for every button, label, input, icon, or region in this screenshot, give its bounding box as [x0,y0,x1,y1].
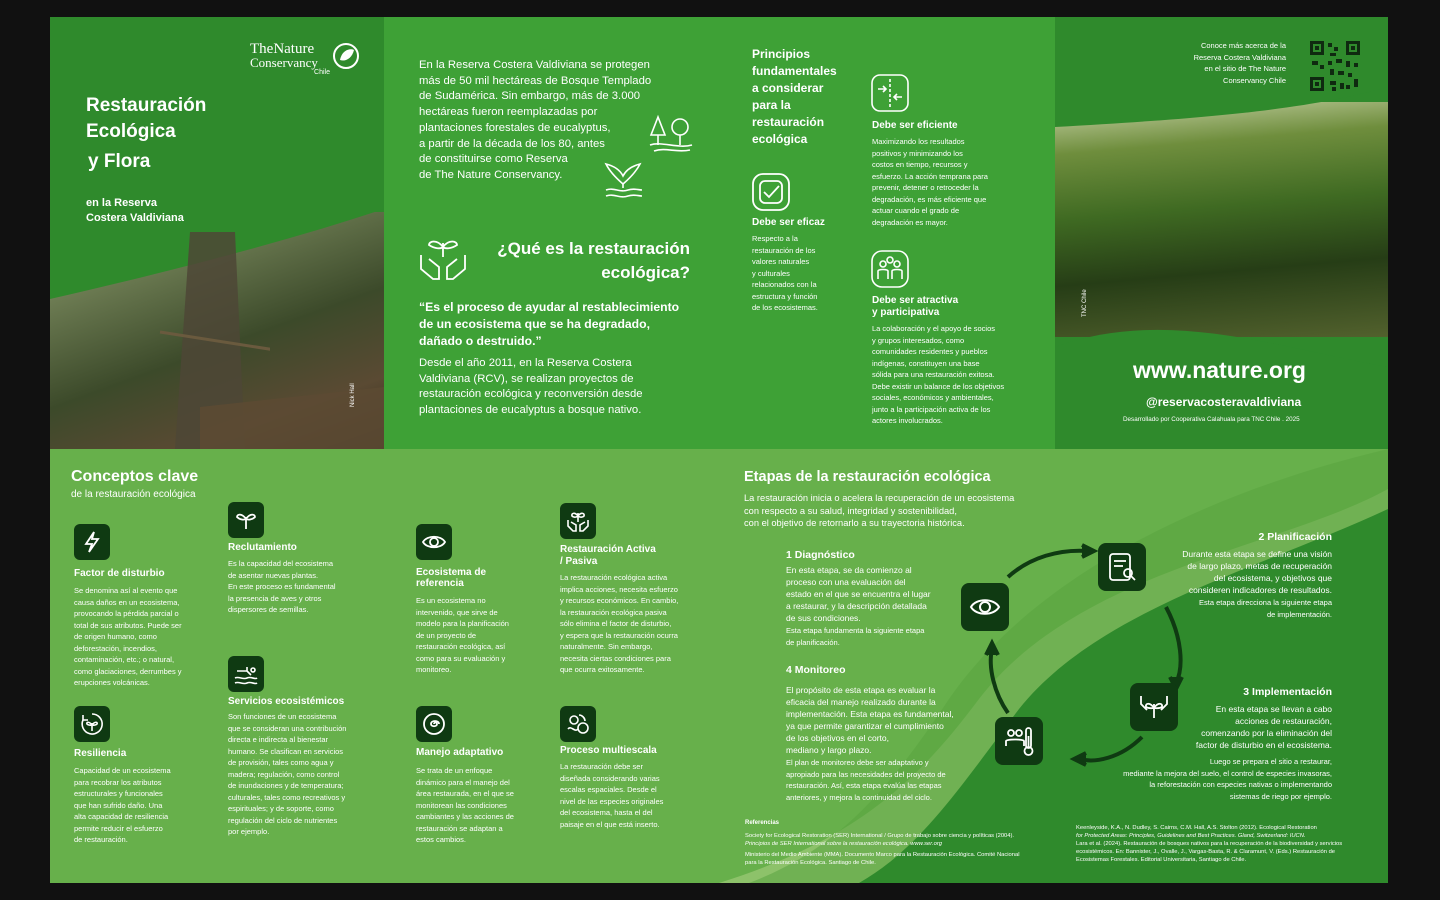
eficaz-title: Debe ser eficaz [752,217,825,228]
atractiva-line: sociales, económicos y ambientales, [872,393,994,402]
concept-line: intervenido, que sirve de [416,607,498,617]
concept-line: culturales, tales como recreativos y [228,792,346,802]
concept-line: La restauración debe ser [560,762,643,771]
stage-line: implementación. Esta etapa es fundamental, [786,709,954,719]
concept-line: Es la capacidad del ecosistema [228,559,334,568]
referencias-title: Referencias [745,820,780,826]
whale-tail-icon [602,160,644,202]
eye-icon [968,590,1002,624]
quote-line: de un ecosistema que se ha degradado, [419,317,650,331]
intro-line: hectáreas fueron reemplazadas por [419,106,598,119]
etapas-title: Etapas de la restauración ecológica [744,469,991,485]
website-link[interactable]: www.nature.org [1133,357,1306,383]
atractiva-body [872,323,1004,427]
concept-line: estos cambios. [416,835,467,844]
cover-photo-credit: Nick Hall [350,383,356,407]
concept-icon-box [74,524,110,560]
concept-line: causa daños en un ecosistema, [74,597,180,607]
concept-body [416,595,509,676]
ref-line: Society for Ecological Restoration (SER) International / Grupo de trabajo sobre ciencia y políticas (2004). [745,833,1015,839]
qr-code-icon[interactable] [1308,39,1362,93]
que-es-title-1: ¿Qué es la restauración [497,239,690,258]
credits-text: Desarrollado por Cooperativa Calahuala para TNC Chile . 2025 [1123,416,1300,423]
intro-line: más de 50 mil hectáreas de Bosque Templado [419,74,652,87]
eficaz-line: Respecto a la [752,234,798,243]
logo-text-3: Chile [314,69,330,76]
stage-line: Luego se prepara el sitio a restaurar, [1209,757,1332,766]
hands-plant-icon [565,508,591,534]
stage-line: En esta etapa, se da comienzo al [786,565,912,575]
stage-line: comenzando por la eliminación del [1201,728,1332,738]
qr-line: en el sitio de The Nature [1204,64,1286,73]
concept-line: nivel de las especies originales [560,796,664,806]
ref-line: Ministerio del Medio Ambiente (MMA). Documento Marco para la Restauración Ecológica. Comité Nacional [745,852,1020,858]
stage-line: El propósito de esta etapa es evaluar la [786,685,936,695]
concept-line: que han sufrido daño. Una [74,800,163,810]
planificacion-body [1150,548,1332,596]
concept-line: restauración se adaptan a [416,823,503,833]
ref-line: Lara et al. (2024). Restauración de bosques nativos para la recuperación de la biodiversidad y servicios [1076,841,1343,847]
concept-line: modelo para la planificación [416,619,509,628]
stage-line: anteriores, y mejora la continuidad del ciclo. [786,792,932,802]
planificacion-title: 2 Planificación [1258,531,1332,543]
atractiva-line: comunidades residentes y pueblos [872,347,988,356]
principios-title [752,46,837,148]
concept-line: estructurales y funcionales [74,789,163,798]
concept-title: Manejo adaptativo [416,747,504,758]
body-line: Valdiviana (RCV), se realizan proyectos de [419,372,634,385]
stage-line: Durante esta etapa se define una visión [1182,549,1332,559]
planificacion-note [1150,597,1332,620]
principios-line: restauración [752,115,825,129]
eficiente-line: esfuerzo. La acción temprana para [872,171,988,181]
intro-line: plantaciones forestales de eucalyptus, [419,121,611,134]
concept-icon-box [74,706,110,742]
water-icon [233,661,259,687]
concept-line: de origen humano, como [74,632,157,641]
concept-line: monitorean las condiciones [416,800,507,810]
ref-line: Principios de SER International sobre la restauración ecológica. www.ser.org [745,841,942,847]
eficaz-body [752,233,818,314]
concept-icon-box [228,502,264,538]
stage-line: El plan de monitoreo debe ser adaptativo y [786,758,929,767]
cover-title-1: Restauración [86,95,207,116]
checkbox-icon [751,172,791,212]
concept-line: erupciones volcánicas. [74,678,150,687]
concept-line: de asentar nuevas plantas. [228,570,319,580]
concept-icon-box [560,706,596,742]
referencias-left [745,832,1065,867]
stage-line: de los objetivos en el corto, [786,733,890,743]
leaf-logo-icon [332,42,360,70]
concept-line: implica acciones, necesita esfuerzo [560,584,678,594]
stage-line: Esta etapa fundamenta la siguiente etapa [786,626,925,635]
stage-line: En esta etapa se llevan a cabo [1215,704,1332,714]
concept-line: la presencia de aves y otros [228,593,322,603]
stage-line: Esta etapa direcciona la siguiente etapa [1198,598,1332,607]
concept-body [416,765,514,846]
concept-line: de provisión, tales como agua y [228,758,334,767]
concept-line: área restaurada, en el que se [416,789,514,798]
ref-line: Keenleyside, K.A., N. Dudley, S. Cairns, C.M. Hall, A.S. Stolton (2012). Ecological Restoration [1076,825,1317,831]
eficiente-line: degradación, es más eficiente que [872,194,987,204]
concept-body [228,711,346,838]
concept-line: para recobrar los atributos [74,777,162,787]
concept-line: y recursos económicos. En cambio, [560,596,679,605]
resilience-icon [79,711,105,737]
concept-title: Proceso multiescala [560,745,657,756]
ref-line: Ecosistemas Forestales. Editorial Universitaria, Santiago de Chile. [1076,857,1247,863]
multiscale-icon [565,711,591,737]
concept-line: por ejemplo. [228,827,270,836]
eye-icon [421,529,447,555]
concept-line: provocando la pérdida parcial o [74,609,179,618]
concept-line: regulación del ciclo de nutrientes [228,815,338,825]
intro-line: de Sudamérica. Sin embargo, más de 3.000 [419,90,641,103]
concept-line: y espera que la restauración ocurra [560,630,678,640]
eficiente-line: Maximizando los resultados [872,137,965,146]
concept-line: Capacidad de un ecosistema [74,766,171,775]
document-search-icon [1105,550,1139,584]
implementacion-body [1150,703,1332,751]
cover-sub-2: Costera Valdiviana [86,212,184,224]
body-line: restauración ecológica y reconversión desde [419,388,643,401]
concept-line: cambiantes y las acciones de [416,812,514,821]
efficiency-arrows-icon [870,73,910,113]
diagnostico-note [786,625,924,648]
concept-line: como para su evaluación y [416,653,506,663]
concept-line: La restauración ecológica activa [560,573,668,582]
diagnostic-stage-box [961,583,1009,631]
concept-line: contaminación, etc.; o natural, [74,655,175,664]
stage-line: factor de disturbio en el ecosistema. [1195,740,1332,750]
etapas-intro-line: con respecto a su salud, integridad y sostenibilidad, [744,505,957,516]
stage-line: del ecosistema, y objetivos que [1213,573,1332,583]
ref-line: ecosistémicos. En: Bannister, J., Ovalle, J., Vargas-Basta, R. & Claramunt, V. (Eds.) Restauración de [1076,849,1336,855]
concept-line: necesita ciertas condiciones para [560,653,671,663]
concept-line: restauración ecológica, así [416,642,506,651]
concept-line: madera; regulación, como control [228,769,340,779]
qr-line: Conservancy Chile [1223,75,1286,85]
concept-line: total de sus atributos. Puede ser [74,620,182,630]
concept-line: espirituales; y de soporte, como [228,804,334,813]
diagnostico-title: 1 Diagnóstico [786,549,855,561]
intro-line: En la Reserva Costera Valdiviana se protegen [419,59,650,71]
monitoreo-note [786,757,946,803]
atractiva-line: Debe existir un balance de los objetivos [872,381,1005,391]
atractiva-line: junto a la participación activa de los [872,404,991,414]
principios-line: ecológica [752,132,808,146]
concept-line: de un proyecto de [416,630,477,640]
stage-line: de sus condiciones. [786,613,861,623]
qr-line: Reserva Costera Valdiviana [1193,52,1286,62]
principios-line: Principios [752,47,811,61]
cover-title-3: y Flora [88,151,151,172]
concept-line: naturalmente. Sin embargo, [560,642,653,651]
brochure-sheet [50,17,1388,883]
etapas-intro-line: La restauración inicia o acelera la recuperación de un ecosistema [744,493,1015,503]
concept-line: humano. Se clasifican en servicios [228,746,344,756]
stage-line: a restaurar, y la descripción detallada [786,601,927,611]
principios-line: fundamentales [752,64,837,78]
body-line: plantaciones de eucalyptus a bosque nativo. [419,404,642,417]
monitoreo-body [786,684,954,756]
eficiente-line: positivos y minimizando los [872,148,963,158]
instagram-handle[interactable]: @reservacosteravaldiviana [1146,395,1302,409]
stage-line: mediano y largo plazo. [786,745,872,755]
monitoring-stage-box [995,717,1043,765]
logo-text-1: TheNature [250,41,315,57]
qr-line: Conoce más acerca de la [1200,41,1286,50]
implementacion-title: 3 Implementación [1243,686,1332,698]
concept-line: En este proceso es fundamental [228,582,336,591]
intro-line: de The Nature Conservancy. [419,168,563,181]
atractiva-title-2: y participativa [872,307,940,318]
concept-line: de inundaciones y de temperatura; [228,781,344,790]
concept-line: alta capacidad de resiliencia [74,812,169,821]
stage-line: estado en el que se encuentra el lugar [786,589,931,599]
concept-line: que se consideran una contribución [228,723,347,733]
concept-body [228,558,336,616]
body-line: Desde el año 2011, en la Reserva Costera [419,357,632,369]
concept-icon-box [416,706,452,742]
eficaz-line: relacionados con la [752,280,817,289]
back-photo-credit: TNC Chile [1082,289,1088,317]
qr-caption [1170,40,1286,86]
concept-line: sólo elimina el factor de disturbio, [560,619,672,628]
cover-boardwalk [200,387,384,449]
concept-line: permite reducir el esfuerzo [74,823,163,833]
concept-line: que ocurra exitosamente. [560,665,645,674]
referencias-right [1076,824,1376,864]
people-group-icon [870,249,910,289]
concept-line: como glaciaciones, derrumbes y [74,666,182,676]
concept-line: deforestación, incendios, [74,643,157,653]
atractiva-line: y grupos interesados, como [872,335,965,345]
cover-title-2: Ecológica [86,121,176,142]
sprout-icon [233,507,259,533]
eficaz-line: estructura y función [752,291,818,301]
stage-line: consideren indicadores de resultados. [1188,585,1332,595]
concept-icon-box [416,524,452,560]
concept-title: Resiliencia [74,748,127,759]
quote-line: dañado o destruido.” [419,334,542,348]
quote-line: “Es el proceso de ayudar al restablecimiento [419,300,680,314]
etapas-intro-line: con el objetivo de retornarlo a su trayectoria histórica. [744,518,965,529]
concept-line: Son funciones de un ecosistema [228,712,337,721]
eficiente-line: prevenir, detener o retroceder la [872,183,979,192]
que-es-title-2: ecológica? [601,263,690,282]
monitoreo-title: 4 Monitoreo [786,664,846,676]
stage-line: apropiado para las necesidades del proyecto de [786,769,946,779]
eficiente-line: degradación es mayor. [872,217,948,227]
concept-title: Factor de disturbio [74,568,165,579]
stage-line: la reforestación con especies nativas o implementando [1149,780,1332,789]
atractiva-line: indígenas, constituyen una base [872,358,980,368]
intro-line: a partir de la década de los 80, antes [419,137,605,150]
concept-line: dispersores de semillas. [228,605,309,614]
concept-line: Se denomina así al evento que [74,586,178,595]
implementacion-note [1080,756,1332,802]
logo-text-2: Conservancy [250,55,318,70]
eficaz-line: valores naturales [752,257,810,266]
concept-line: de restauración. [74,835,128,844]
eficaz-line: restauración de los [752,245,816,255]
eficiente-title: Debe ser eficiente [872,120,958,131]
stage-line: mediante la mejora del suelo, el control de especies invasoras, [1123,768,1332,778]
concept-body [74,585,182,689]
concept-body [560,761,663,830]
concept-icon-box [228,656,264,692]
concept-icon-box [560,503,596,539]
concept-line: directa e indirecta al bienestar [228,735,329,744]
stage-line: restauración. Así, esta etapa evalúa las etapas [786,781,942,790]
concept-line: monitoreo. [416,665,452,674]
concept-line: Es un ecosistema no [416,596,486,605]
stage-line: de implementación. [1266,609,1332,619]
atractiva-title-1: Debe ser atractiva [872,295,959,306]
concept-line: Se trata de un enfoque [416,766,493,775]
concept-line: del ecosistema, hasta el del [560,808,653,817]
eficiente-body [872,136,988,228]
atractiva-line: sólida para una restauración exitosa. [872,370,995,379]
diagnostico-body [786,564,931,624]
spiral-icon [421,711,447,737]
concept-title: Ecosistema de referencia [416,567,487,589]
concept-line: la restauración ecológica pasiva [560,607,667,617]
ref-line: for Protected Areas: Principles, Guidelines and Best Practices. Gland, Switzerland: IUCN. [1076,833,1306,839]
concept-line: diseñada considerando varias [560,773,660,783]
tnc-logo [250,42,365,87]
stage-line: proceso con una evaluación del [786,577,906,587]
conceptos-subtitle: de la restauración ecológica [71,489,196,500]
conceptos-title: Conceptos clave [71,468,199,485]
hands-sprout-icon [417,235,469,283]
stage-line: acciones de restauración, [1235,716,1332,726]
eficaz-line: de los ecosistemas. [752,303,818,312]
stage-line: de planificación. [786,637,840,647]
que-es-quote [419,299,679,350]
eficiente-line: actuar cuando el grado de [872,206,960,215]
concept-line: paisaje en el que está inserto. [560,819,660,829]
intro-line: de constituirse como Reserva [419,153,568,166]
lightning-icon [79,529,105,555]
atractiva-line: actores involucrados. [872,416,943,425]
stage-line: sistemas de riego por ejemplo. [1229,791,1332,801]
atractiva-line: La colaboración y el apoyo de socios [872,324,995,333]
eficiente-line: costos en tiempo, recursos y [872,160,968,169]
trees-icon [648,113,694,155]
concept-line: dinámico para el manejo del [416,777,510,787]
concept-title: Servicios ecosistémicos [228,696,345,707]
etapas-intro [744,492,1014,530]
cover-sub-1: en la Reserva [86,197,157,209]
principios-line: para la [752,98,791,112]
ref-line: para la Restauración Ecológica. Santiago de Chile. [745,860,876,866]
concept-line: escalas espaciales. Desde el [560,785,657,794]
concept-title: Reclutamiento [228,542,297,553]
eficaz-line: y culturales [752,268,790,278]
planning-stage-box [1098,543,1146,591]
concept-body [560,572,678,676]
people-thermometer-icon [1002,724,1036,758]
stage-line: eficacia del manejo realizado durante la [786,697,936,707]
que-es-body [419,356,643,419]
concept-body [74,765,171,846]
stage-line: de largo plazo, metas de recuperación [1187,561,1332,571]
principios-line: a considerar [752,81,824,95]
concept-title: Restauración Activa / Pasiva [560,544,656,567]
stage-line: ya que permite garantizar el cumplimiento [786,721,944,731]
